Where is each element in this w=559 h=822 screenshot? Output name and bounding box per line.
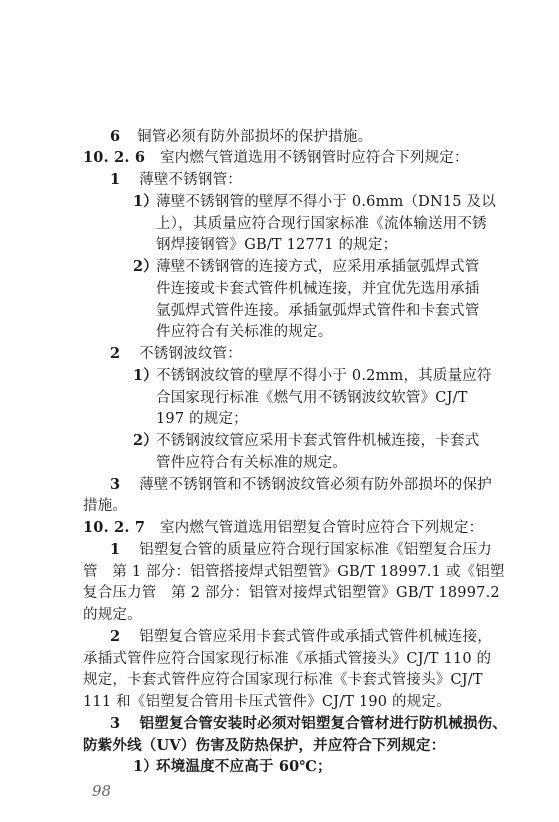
- sub-item-number: 1）: [133, 758, 158, 775]
- item-number: 3: [110, 476, 121, 493]
- item-number: 1: [110, 171, 121, 188]
- clause-text: 室内燃气管道选用不锈钢管时应符合下列规定：: [159, 150, 469, 166]
- item-number: 2: [110, 628, 121, 645]
- sub-item-line: 合国家现行标准《燃气用不锈钢波纹软管》CJ/T: [156, 390, 468, 406]
- sub-item-number: 2）: [133, 432, 158, 449]
- sub-item-number: 1）: [133, 367, 158, 384]
- item-text-continued: 措施。: [83, 498, 128, 514]
- sub-item-number: 1）: [133, 193, 158, 210]
- item-text-continued: 111 和《铝塑复合管用卡压式管件》CJ/T 190 的规定。: [83, 694, 451, 710]
- sub-item-line: 上），其质量应符合现行国家标准《流体输送用不锈: [156, 216, 487, 232]
- item-2: [110, 628, 492, 646]
- clause-number: 10. 2. 7: [83, 519, 146, 536]
- sub-item-line: 薄壁不锈钢管的连接方式，应采用承插氩弧焊式管: [156, 259, 480, 275]
- clause-10-2-6: [83, 149, 469, 167]
- item-text: 薄壁不锈钢管和不锈钢波纹管必须有防外部损坏的保护: [139, 477, 492, 493]
- item-text-continued: 防紫外线（UV）伤害及防热保护，并应符合下列规定：: [83, 737, 446, 754]
- clause-number: 10. 2. 6: [83, 149, 146, 166]
- item-number: 3: [110, 715, 121, 732]
- sub-item-line: 薄壁不锈钢管的壁厚不得小于 0.6mm（DN15 及以: [156, 194, 496, 210]
- item-text: 薄壁不锈钢管：: [139, 172, 243, 188]
- clause-10-2-7: [83, 519, 483, 537]
- item-1: [110, 171, 242, 189]
- item-text-continued: 的规定。: [83, 607, 142, 623]
- sub-item-line: 件连接或卡套式管件机械连接，并宜优先选用承插: [156, 281, 480, 297]
- item-text-continued: 承插式管件应符合国家现行标准《承插式管接头》CJ/T 110 的: [83, 651, 492, 667]
- item-2: [110, 345, 242, 363]
- sub-item-line: 环境温度不应高于 60℃；: [156, 758, 332, 775]
- item-text: 铝塑复合管安装时必须对铝塑复合管材进行防机械损伤、: [139, 715, 508, 732]
- sub-item-line: 不锈钢波纹管的壁厚不得小于 0.2mm，其质量应符: [156, 368, 492, 384]
- item-text-continued: 规定，卡套式管件应符合国家现行标准《卡套式管接头》CJ/T: [83, 672, 483, 688]
- item-text: 不锈钢波纹管：: [139, 346, 243, 362]
- item-number: 6: [110, 128, 121, 145]
- item-1: [110, 541, 492, 559]
- sub-item-line: 不锈钢波纹管应采用卡套式管件机械连接，卡套式: [156, 433, 480, 449]
- sub-item-line: 197 的规定；: [156, 411, 248, 427]
- item-number: 1: [110, 541, 121, 558]
- item-text-continued: 复合压力管 第 2 部分：铝管对接焊式铝塑管》GB/T 18997.2: [83, 585, 500, 601]
- sub-item-line: 管件应符合有关标准的规定。: [156, 455, 348, 471]
- clause-text: 室内燃气管道选用铝塑复合管时应符合下列规定：: [159, 520, 484, 536]
- item-3: [110, 476, 492, 494]
- item-text: 铜管必须有防外部损坏的保护措施。: [137, 129, 373, 145]
- sub-item-line: 钢焊接钢管》GB/T 12771 的规定；: [156, 237, 398, 253]
- sub-item-number: 2）: [133, 258, 158, 275]
- item-number: 2: [110, 345, 121, 362]
- item-text: 铝塑复合管的质量应符合现行国家标准《铝塑复合压力: [139, 542, 492, 558]
- clause-item-6: [110, 128, 372, 146]
- sub-item-line: 件应符合有关标准的规定。: [156, 324, 333, 340]
- page-number: 98: [92, 782, 112, 800]
- item-text: 铝塑复合管应采用卡套式管件或承插式管件机械连接，: [139, 629, 492, 645]
- sub-item-line: 氩弧焊式管件连接。承插氩弧焊式管件和卡套式管: [156, 303, 480, 319]
- item-3: [110, 715, 507, 733]
- item-text-continued: 管 第 1 部分：铝管搭接焊式铝塑管》GB/T 18997.1 或《铝塑: [83, 564, 505, 580]
